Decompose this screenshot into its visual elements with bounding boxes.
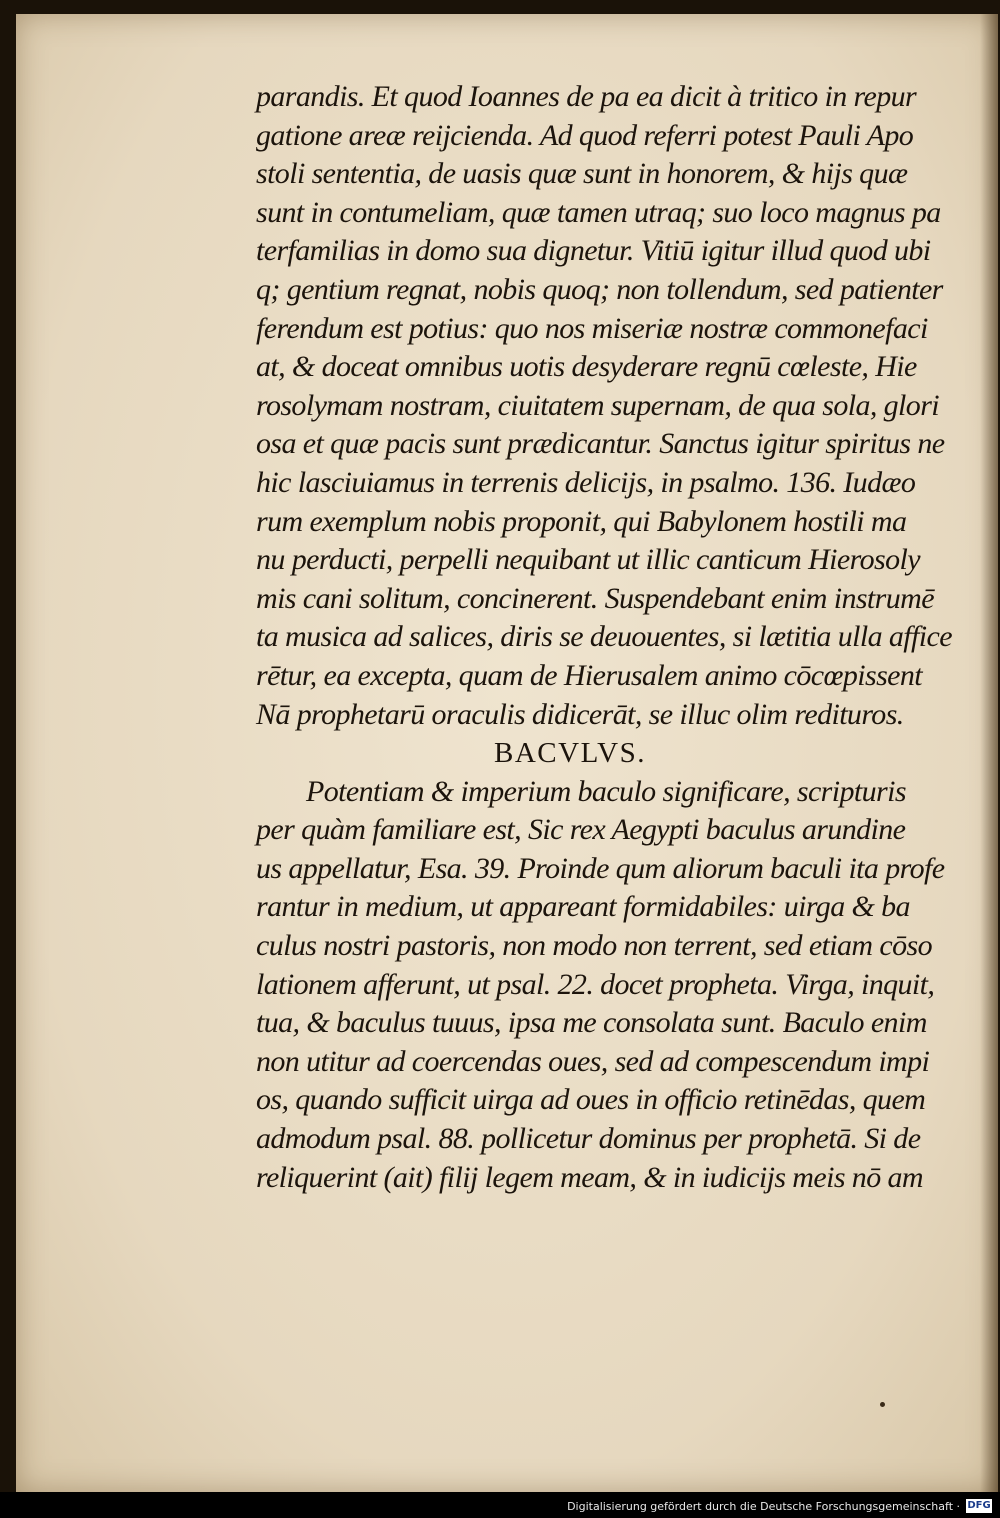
text-line: Nā prophetarū oraculis didicerāt, se illuc olim redituros.: [256, 697, 904, 731]
text-line: ferendum est potius: quo nos miseriæ nostræ commonefaci: [256, 311, 928, 345]
dfg-logo: DFG: [967, 1500, 991, 1511]
text-line: reliquerint (ait) filij legem meam, & in iudicijs meis nō am: [256, 1160, 923, 1194]
text-line: hic lasciuiamus in terrenis delicijs, in psalmo. 136. Iudæo: [256, 465, 916, 499]
text-line: q; gentium regnat, nobis quoq; non tollendum, sed patienter: [256, 272, 943, 306]
page-gutter-shadow: [980, 14, 998, 1492]
text-line: stoli sententia, de uasis quæ sunt in honorem, & hijs quæ: [256, 157, 908, 191]
text-line: terfamilias in domo sua dignetur. Vitiū igitur illud quod ubi: [256, 234, 931, 268]
text-line: us appellatur, Esa. 39. Proinde qum aliorum baculi ita profe: [256, 851, 945, 885]
footer-bar: [0, 1492, 1000, 1518]
funding-credit: Digitalisierung gefördert durch die Deutsche Forschungsgemeinschaft ·: [567, 1500, 960, 1513]
text-line: ta musica ad salices, diris se deuouentes, si lætitia ulla affice: [256, 620, 952, 654]
text-line: rantur in medium, ut appareant formidabiles: uirga & ba: [256, 890, 910, 924]
text-line: parandis. Et quod Ioannes de pa ea dicit à tritico in repur: [256, 80, 917, 113]
page-text-block: [256, 78, 956, 1197]
text-line: os, quando sufficit uirga ad oues in officio retinēdas, quem: [256, 1083, 926, 1117]
text-line: culus nostri pastoris, non modo non terrent, sed etiam cōso: [256, 929, 932, 963]
text-line: rum exemplum nobis proponit, qui Babylonem hostili ma: [256, 504, 907, 538]
text-line: non utitur ad coercendas oues, sed ad compescendum impi: [256, 1044, 930, 1078]
text-line: at, & doceat omnibus uotis desyderare regnū cœleste, Hie: [256, 350, 917, 384]
text-line: gatione areæ reijcienda. Ad quod referri potest Pauli Apo: [256, 118, 914, 152]
text-line: sunt in contumeliam, quæ tamen utraq; suo loco magnus pa: [256, 195, 941, 229]
ink-speck: [880, 1402, 885, 1407]
text-line: per quàm familiare est, Sic rex Aegypti baculus arundine: [256, 813, 906, 847]
text-line: admodum psal. 88. pollicetur dominus per prophetā. Si de: [256, 1122, 921, 1156]
text-line: Potentiam & imperium baculo significare, scripturis: [306, 774, 906, 808]
text-line: nu perducti, perpelli nequibant ut illic canticum Hierosoly: [256, 543, 920, 577]
book-page: [16, 14, 998, 1492]
text-line: rosolymam nostram, ciuitatem supernam, de qua sola, glori: [256, 388, 940, 422]
section-heading: BACVLVS.: [494, 737, 646, 770]
text-line: osa et quæ pacis sunt prædicantur. Sanctus igitur spiritus ne: [256, 427, 945, 461]
text-line: mis cani solitum, concinerent. Suspendebant enim instrumē: [256, 581, 934, 615]
text-line: lationem afferunt, ut psal. 22. docet propheta. Virga, inquit,: [256, 967, 935, 1001]
text-line: tua, & baculus tuuus, ipsa me consolata sunt. Baculo enim: [256, 1006, 927, 1040]
text-line: rētur, ea excepta, quam de Hierusalem animo cōcœpissent: [256, 658, 923, 692]
